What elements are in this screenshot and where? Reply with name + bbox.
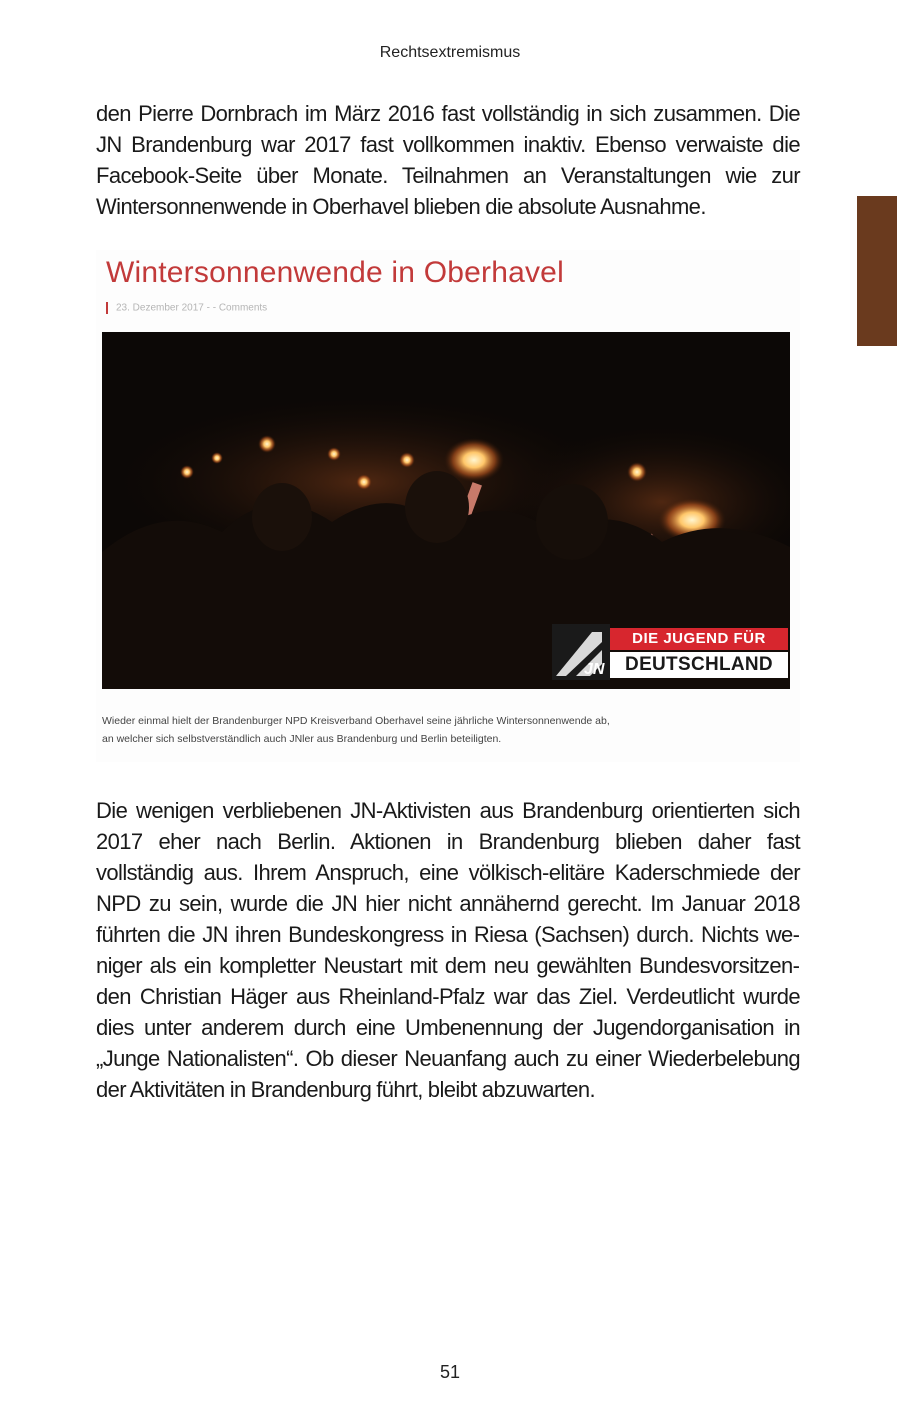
jn-arrow-mark [552, 624, 610, 680]
body-paragraph-1: den Pierre Dornbrach im März 2016 fast vollständig in sich zusammen. Die JN Brandenburg war 2017 fast vollkommen inaktiv. Ebenso verwaiste die Facebook-Seite über Monate. Teilnahmen an Veranstaltungen wie zur Wintersonnenwende in Oberhavel blieben die absolute Ausnahme. [96, 101, 800, 219]
torch-flame [356, 474, 372, 490]
torch-flame-large [444, 438, 504, 482]
logo-line-2: DEUTSCHLAND [610, 652, 788, 678]
figure-caption [102, 712, 792, 748]
figure-meta-text: 23. Dezember 2017 - - Comments [116, 302, 268, 314]
figure-meta [106, 302, 267, 314]
running-head: Rechtsextremismus [379, 44, 521, 61]
head-silhouette [252, 483, 312, 551]
caption-line-2: an welcher sich selbstverständlich auch JNler aus Brandenburg und Berlin beteiligten. [102, 733, 502, 745]
jn-mark-text: JN [584, 661, 605, 678]
torch-flame [258, 435, 276, 453]
figure-title: Wintersonnenwende in Oberhavel [106, 256, 564, 289]
body-paragraph-2: Die wenigen verbliebenen JN-Aktivisten aus Brandenburg orientierten sich 2017 eher nach Berlin. Aktionen in Brandenburg blieben daher fast vollständig aus. Ihrem Anspruch, eine völkisch-elitäre Kaderschmiede der NPD zu sein, wurde die JN hier nicht annähernd gerecht. Im Januar 2018 führten die JN ihren Bundeskongress in Riesa (Sachsen) durch. Nichts weniger als ein kompletter Neustart mit dem neu gewählten Bundesvorsitzenden Christian Häger aus Rheinland-Pfalz war das Ziel. Verdeutlicht wurde dies unter anderem durch eine Umbenennung der Jugendorganisation in „Junge Nationalisten“. Ob dieser Neuanfang auch zu einer Wiederbelebung der Aktivitäten in Brandenburg führt, bleibt abzuwarten. [96, 798, 800, 1102]
head-silhouette [536, 484, 608, 560]
jn-logo [552, 624, 788, 680]
page-number: 51 [439, 1362, 461, 1382]
logo-line-1: DIE JUGEND FÜR [610, 628, 788, 650]
torch-flame [211, 452, 223, 464]
torch-flame [327, 447, 341, 461]
torch-flame [180, 465, 194, 479]
torch-flame [399, 452, 415, 468]
torch-flame [627, 462, 647, 482]
head-silhouette [405, 471, 469, 543]
meta-accent-bar [106, 302, 108, 314]
figure-screenshot [96, 250, 800, 762]
caption-line-1: Wieder einmal hielt der Brandenburger NPD Kreisverband Oberhavel seine jährliche Wintersonnenwende ab, [102, 715, 610, 727]
chapter-thumb-tab [857, 196, 897, 346]
torch-photo [102, 332, 790, 689]
